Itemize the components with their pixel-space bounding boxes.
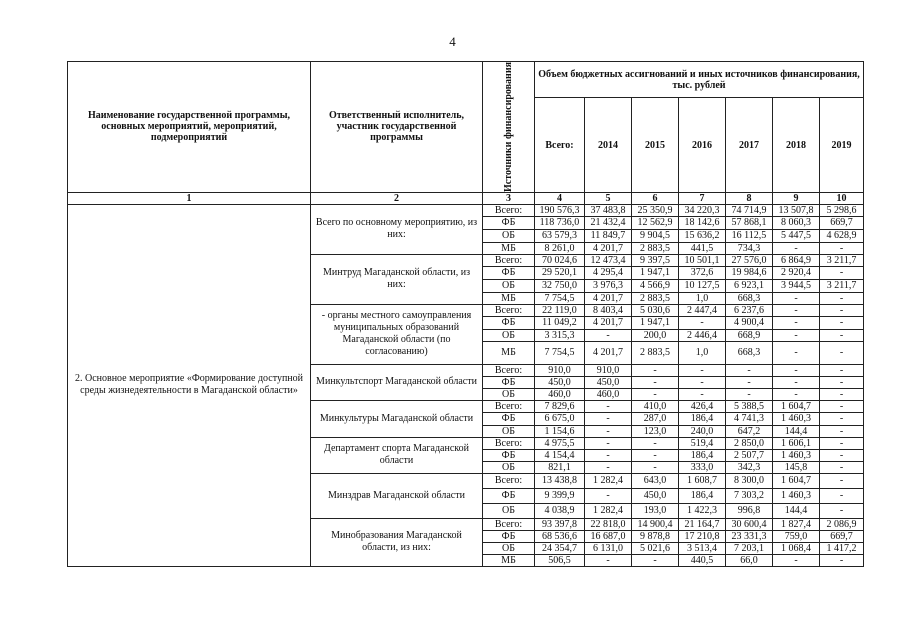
amount-cell: 16 687,0: [585, 530, 632, 542]
amount-cell: 450,0: [585, 376, 632, 388]
executor-name: Минкультспорт Магаданской области: [311, 364, 483, 400]
amount-cell: 9 397,5: [632, 254, 679, 266]
amount-cell: 32 750,0: [535, 279, 585, 292]
amount-cell: 6 237,6: [726, 304, 773, 316]
amount-cell: 3 211,7: [820, 279, 864, 292]
funding-source: ОБ: [483, 279, 535, 292]
program-name: 2. Основное мероприятие «Формирование доступной среды жизнедеятельности в Магаданской области»: [68, 204, 311, 566]
amount-cell: 18 142,6: [679, 216, 726, 229]
funding-source: ОБ: [483, 503, 535, 518]
amount-cell: 1 604,7: [773, 473, 820, 488]
amount-cell: -: [820, 461, 864, 473]
funding-source: МБ: [483, 554, 535, 566]
amount-cell: 450,0: [535, 376, 585, 388]
amount-cell: 3 211,7: [820, 254, 864, 266]
amount-cell: 1 604,7: [773, 400, 820, 412]
amount-cell: 287,0: [632, 412, 679, 425]
amount-cell: -: [585, 400, 632, 412]
header-executor: Ответственный исполнитель, участник государственной программы: [311, 62, 483, 193]
amount-cell: 2 920,4: [773, 266, 820, 279]
amount-cell: 5 388,5: [726, 400, 773, 412]
amount-cell: 647,2: [726, 425, 773, 437]
header-year: 2018: [773, 98, 820, 193]
col-number: 6: [632, 192, 679, 204]
amount-cell: 13 507,8: [773, 204, 820, 216]
amount-cell: 4 900,4: [726, 316, 773, 329]
amount-cell: 2 447,4: [679, 304, 726, 316]
funding-source: ОБ: [483, 329, 535, 341]
amount-cell: 4 628,9: [820, 229, 864, 242]
amount-cell: -: [820, 400, 864, 412]
amount-cell: 2 446,4: [679, 329, 726, 341]
amount-cell: -: [820, 412, 864, 425]
amount-cell: -: [726, 388, 773, 400]
amount-cell: 7 829,6: [535, 400, 585, 412]
amount-cell: 24 354,7: [535, 542, 585, 554]
amount-cell: -: [820, 437, 864, 449]
amount-cell: -: [820, 341, 864, 364]
header-sources: [483, 62, 535, 193]
amount-cell: 7 203,1: [726, 542, 773, 554]
amount-cell: 1 460,3: [773, 412, 820, 425]
amount-cell: 4 741,3: [726, 412, 773, 425]
amount-cell: -: [632, 449, 679, 461]
amount-cell: 21 432,4: [585, 216, 632, 229]
amount-cell: 7 754,5: [535, 341, 585, 364]
amount-cell: 1 417,2: [820, 542, 864, 554]
funding-source: ОБ: [483, 461, 535, 473]
amount-cell: 57 868,1: [726, 216, 773, 229]
amount-cell: 145,8: [773, 461, 820, 473]
funding-source: Всего:: [483, 254, 535, 266]
amount-cell: 759,0: [773, 530, 820, 542]
amount-cell: 240,0: [679, 425, 726, 437]
amount-cell: 200,0: [632, 329, 679, 341]
amount-cell: 9 904,5: [632, 229, 679, 242]
funding-source: Всего:: [483, 473, 535, 488]
amount-cell: 460,0: [585, 388, 632, 400]
amount-cell: 8 403,4: [585, 304, 632, 316]
amount-cell: -: [820, 388, 864, 400]
header-volume: Объем бюджетных ассигнований и иных источников финансирования, тыс. рублей: [535, 62, 864, 98]
amount-cell: 1 947,1: [632, 266, 679, 279]
amount-cell: 7 754,5: [535, 292, 585, 304]
amount-cell: 1 947,1: [632, 316, 679, 329]
amount-cell: 4 295,4: [585, 266, 632, 279]
amount-cell: -: [773, 242, 820, 254]
header-year: 2015: [632, 98, 679, 193]
amount-cell: -: [726, 364, 773, 376]
amount-cell: -: [820, 292, 864, 304]
amount-cell: 5 021,6: [632, 542, 679, 554]
amount-cell: 27 576,0: [726, 254, 773, 266]
amount-cell: 17 210,8: [679, 530, 726, 542]
amount-cell: 2 883,5: [632, 292, 679, 304]
amount-cell: 4 154,4: [535, 449, 585, 461]
funding-source: ФБ: [483, 412, 535, 425]
amount-cell: 506,5: [535, 554, 585, 566]
financing-table: [67, 61, 864, 567]
amount-cell: 34 220,3: [679, 204, 726, 216]
amount-cell: 23 331,3: [726, 530, 773, 542]
amount-cell: 4 975,5: [535, 437, 585, 449]
col-number: 1: [68, 192, 311, 204]
amount-cell: 5 447,5: [773, 229, 820, 242]
amount-cell: 2 883,5: [632, 242, 679, 254]
amount-cell: 6 923,1: [726, 279, 773, 292]
amount-cell: 1 827,4: [773, 518, 820, 530]
amount-cell: 5 030,6: [632, 304, 679, 316]
funding-source: Всего:: [483, 204, 535, 216]
amount-cell: -: [820, 503, 864, 518]
amount-cell: 74 714,9: [726, 204, 773, 216]
amount-cell: -: [820, 449, 864, 461]
executor-name: Минкультуры Магаданской области: [311, 400, 483, 437]
page-number: 4: [449, 34, 456, 49]
funding-source: ФБ: [483, 530, 535, 542]
amount-cell: 10 127,5: [679, 279, 726, 292]
amount-cell: 441,5: [679, 242, 726, 254]
amount-cell: 123,0: [632, 425, 679, 437]
header-year: 2016: [679, 98, 726, 193]
header-year: 2017: [726, 98, 773, 193]
amount-cell: 16 112,5: [726, 229, 773, 242]
amount-cell: 12 562,9: [632, 216, 679, 229]
amount-cell: -: [773, 316, 820, 329]
amount-cell: -: [820, 316, 864, 329]
amount-cell: -: [820, 242, 864, 254]
funding-source: Всего:: [483, 304, 535, 316]
amount-cell: 2 507,7: [726, 449, 773, 461]
amount-cell: -: [773, 388, 820, 400]
amount-cell: 9 878,8: [632, 530, 679, 542]
header-year: 2019: [820, 98, 864, 193]
executor-name: Минтруд Магаданской области, из них:: [311, 254, 483, 304]
funding-source: МБ: [483, 242, 535, 254]
amount-cell: 643,0: [632, 473, 679, 488]
funding-source: ФБ: [483, 488, 535, 503]
col-number: 10: [820, 192, 864, 204]
amount-cell: 15 636,2: [679, 229, 726, 242]
amount-cell: 6 675,0: [535, 412, 585, 425]
amount-cell: 1 068,4: [773, 542, 820, 554]
amount-cell: -: [585, 412, 632, 425]
amount-cell: 1 460,3: [773, 449, 820, 461]
amount-cell: 9 399,9: [535, 488, 585, 503]
amount-cell: 10 501,1: [679, 254, 726, 266]
amount-cell: 910,0: [535, 364, 585, 376]
funding-source: ОБ: [483, 425, 535, 437]
amount-cell: -: [632, 388, 679, 400]
amount-cell: 669,7: [820, 216, 864, 229]
table-row: [68, 204, 864, 216]
amount-cell: 4 201,7: [585, 242, 632, 254]
amount-cell: 1,0: [679, 341, 726, 364]
amount-cell: 66,0: [726, 554, 773, 566]
col-number: 4: [535, 192, 585, 204]
amount-cell: -: [773, 341, 820, 364]
amount-cell: 1 422,3: [679, 503, 726, 518]
amount-cell: 68 536,6: [535, 530, 585, 542]
amount-cell: 6 864,9: [773, 254, 820, 266]
amount-cell: -: [773, 554, 820, 566]
funding-source: ОБ: [483, 388, 535, 400]
funding-source: ФБ: [483, 449, 535, 461]
amount-cell: 25 350,9: [632, 204, 679, 216]
amount-cell: -: [820, 554, 864, 566]
amount-cell: 4 201,7: [585, 341, 632, 364]
amount-cell: 4 038,9: [535, 503, 585, 518]
amount-cell: 13 438,8: [535, 473, 585, 488]
amount-cell: 440,5: [679, 554, 726, 566]
header-year: 2014: [585, 98, 632, 193]
header-year: Всего:: [535, 98, 585, 193]
amount-cell: -: [773, 329, 820, 341]
amount-cell: 426,4: [679, 400, 726, 412]
funding-source: ФБ: [483, 216, 535, 229]
amount-cell: 21 164,7: [679, 518, 726, 530]
amount-cell: -: [632, 376, 679, 388]
amount-cell: -: [726, 376, 773, 388]
executor-name: - органы местного самоуправления муниципальных образований Магаданской области (по согласованию): [311, 304, 483, 364]
amount-cell: -: [585, 488, 632, 503]
funding-source: ОБ: [483, 229, 535, 242]
amount-cell: -: [585, 449, 632, 461]
amount-cell: 8 300,0: [726, 473, 773, 488]
amount-cell: 669,7: [820, 530, 864, 542]
col-number: 5: [585, 192, 632, 204]
amount-cell: -: [773, 364, 820, 376]
amount-cell: 19 984,6: [726, 266, 773, 279]
executor-name: Департамент спорта Магаданской области: [311, 437, 483, 473]
amount-cell: 186,4: [679, 412, 726, 425]
amount-cell: 8 060,3: [773, 216, 820, 229]
amount-cell: 118 736,0: [535, 216, 585, 229]
amount-cell: -: [632, 554, 679, 566]
funding-source: МБ: [483, 292, 535, 304]
amount-cell: 3 513,4: [679, 542, 726, 554]
amount-cell: -: [820, 266, 864, 279]
amount-cell: 186,4: [679, 449, 726, 461]
amount-cell: -: [679, 376, 726, 388]
amount-cell: 1,0: [679, 292, 726, 304]
amount-cell: -: [585, 329, 632, 341]
amount-cell: 22 119,0: [535, 304, 585, 316]
amount-cell: 2 086,9: [820, 518, 864, 530]
amount-cell: 3 315,3: [535, 329, 585, 341]
amount-cell: -: [585, 461, 632, 473]
amount-cell: 1 282,4: [585, 473, 632, 488]
amount-cell: -: [820, 304, 864, 316]
amount-cell: 22 818,0: [585, 518, 632, 530]
col-number: 3: [483, 192, 535, 204]
amount-cell: -: [820, 473, 864, 488]
amount-cell: 144,4: [773, 425, 820, 437]
amount-cell: -: [773, 292, 820, 304]
amount-cell: 734,3: [726, 242, 773, 254]
table-body: [68, 204, 864, 566]
amount-cell: -: [820, 488, 864, 503]
amount-cell: 333,0: [679, 461, 726, 473]
funding-source: Всего:: [483, 364, 535, 376]
amount-cell: 821,1: [535, 461, 585, 473]
col-number: 9: [773, 192, 820, 204]
amount-cell: -: [585, 437, 632, 449]
amount-cell: 1 154,6: [535, 425, 585, 437]
amount-cell: 29 520,1: [535, 266, 585, 279]
funding-source: ФБ: [483, 376, 535, 388]
executor-name: Всего по основному мероприятию, из них:: [311, 204, 483, 254]
funding-source: Всего:: [483, 518, 535, 530]
amount-cell: 372,6: [679, 266, 726, 279]
amount-cell: -: [773, 304, 820, 316]
amount-cell: -: [632, 461, 679, 473]
amount-cell: 6 131,0: [585, 542, 632, 554]
amount-cell: -: [585, 554, 632, 566]
amount-cell: 3 976,3: [585, 279, 632, 292]
amount-cell: 4 201,7: [585, 316, 632, 329]
amount-cell: -: [679, 316, 726, 329]
amount-cell: 342,3: [726, 461, 773, 473]
amount-cell: 519,4: [679, 437, 726, 449]
header-sources-label: Источники финансирования: [503, 62, 514, 192]
amount-cell: 668,9: [726, 329, 773, 341]
amount-cell: 7 303,2: [726, 488, 773, 503]
amount-cell: 410,0: [632, 400, 679, 412]
executor-name: Минобразования Магаданской области, из них:: [311, 518, 483, 566]
amount-cell: -: [820, 425, 864, 437]
amount-cell: -: [773, 376, 820, 388]
amount-cell: 30 600,4: [726, 518, 773, 530]
amount-cell: 1 606,1: [773, 437, 820, 449]
amount-cell: 450,0: [632, 488, 679, 503]
funding-source: МБ: [483, 341, 535, 364]
amount-cell: 12 473,4: [585, 254, 632, 266]
amount-cell: 4 201,7: [585, 292, 632, 304]
amount-cell: 996,8: [726, 503, 773, 518]
amount-cell: -: [632, 437, 679, 449]
amount-cell: 93 397,8: [535, 518, 585, 530]
amount-cell: 1 608,7: [679, 473, 726, 488]
amount-cell: -: [679, 388, 726, 400]
header-program: Наименование государственной программы, основных мероприятий, мероприятий, подмероприятий: [68, 62, 311, 193]
amount-cell: 2 883,5: [632, 341, 679, 364]
amount-cell: -: [820, 329, 864, 341]
col-number: 8: [726, 192, 773, 204]
col-number: 2: [311, 192, 483, 204]
funding-source: ФБ: [483, 266, 535, 279]
amount-cell: 2 850,0: [726, 437, 773, 449]
amount-cell: 70 024,6: [535, 254, 585, 266]
amount-cell: 1 282,4: [585, 503, 632, 518]
amount-cell: 11 049,2: [535, 316, 585, 329]
amount-cell: 668,3: [726, 292, 773, 304]
amount-cell: -: [820, 364, 864, 376]
executor-name: Минздрав Магаданской области: [311, 473, 483, 518]
amount-cell: 14 900,4: [632, 518, 679, 530]
amount-cell: -: [820, 376, 864, 388]
amount-cell: 668,3: [726, 341, 773, 364]
amount-cell: 1 460,3: [773, 488, 820, 503]
amount-cell: 144,4: [773, 503, 820, 518]
amount-cell: 190 576,3: [535, 204, 585, 216]
amount-cell: 37 483,8: [585, 204, 632, 216]
funding-source: ФБ: [483, 316, 535, 329]
funding-source: Всего:: [483, 400, 535, 412]
funding-source: ОБ: [483, 542, 535, 554]
amount-cell: 186,4: [679, 488, 726, 503]
funding-source: Всего:: [483, 437, 535, 449]
col-number: 7: [679, 192, 726, 204]
amount-cell: 3 944,5: [773, 279, 820, 292]
amount-cell: -: [632, 364, 679, 376]
amount-cell: 193,0: [632, 503, 679, 518]
amount-cell: 5 298,6: [820, 204, 864, 216]
amount-cell: -: [585, 425, 632, 437]
amount-cell: 910,0: [585, 364, 632, 376]
amount-cell: 460,0: [535, 388, 585, 400]
amount-cell: -: [679, 364, 726, 376]
amount-cell: 63 579,3: [535, 229, 585, 242]
amount-cell: 4 566,9: [632, 279, 679, 292]
amount-cell: 11 849,7: [585, 229, 632, 242]
amount-cell: 8 261,0: [535, 242, 585, 254]
